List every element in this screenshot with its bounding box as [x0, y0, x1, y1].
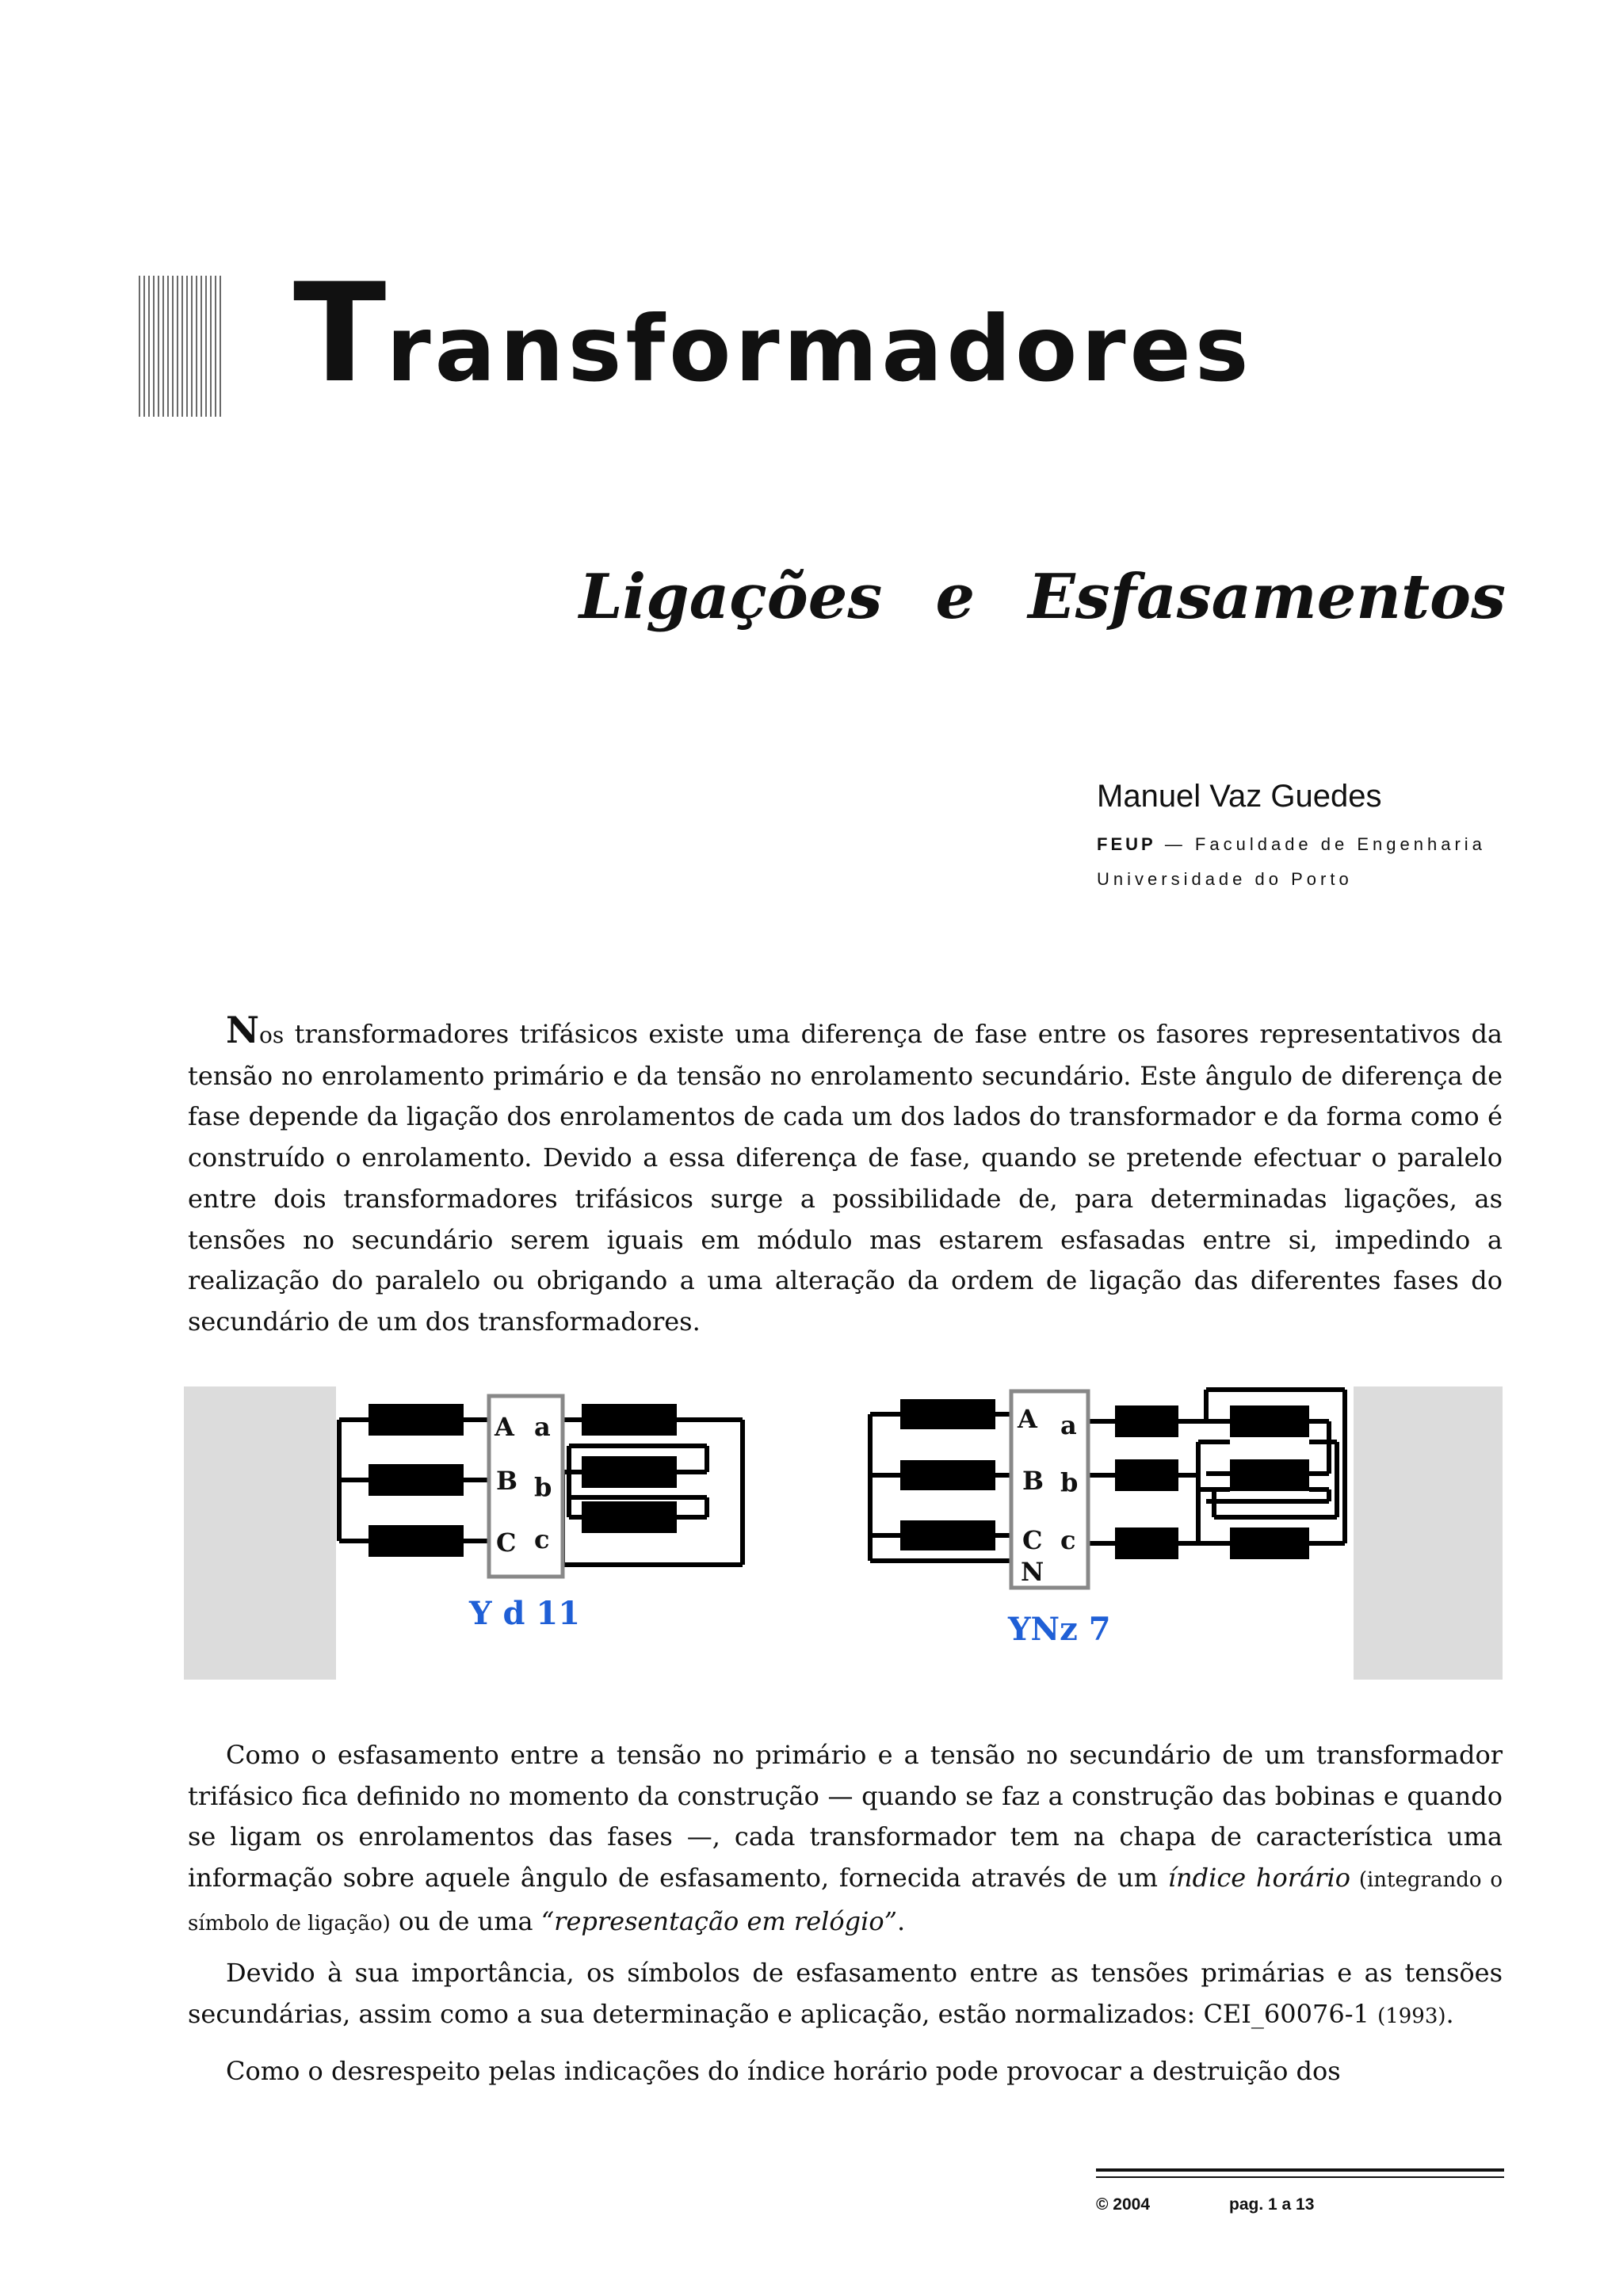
winding	[369, 1404, 464, 1436]
emphasis-indice-horario: índice horário	[1167, 1863, 1350, 1894]
faculty-name: — Faculdade de Engenharia	[1164, 834, 1486, 854]
winding	[369, 1464, 464, 1496]
yd11-terminal-c: c	[534, 1524, 550, 1554]
footer-rule-thin	[1096, 2176, 1504, 2178]
text-run-small: (1993)	[1377, 2004, 1446, 2028]
text-run: .	[896, 1905, 906, 1936]
ynz7-terminal-B: B	[1022, 1466, 1044, 1496]
text-run-small: (integrando o símbolo de ligação)	[188, 1868, 1503, 1936]
ynz7-terminal-c: c	[1060, 1525, 1076, 1555]
footer-text	[1096, 2195, 1504, 2214]
yd11-terminal-b: b	[534, 1472, 552, 1502]
right-gray-panel	[1354, 1386, 1503, 1680]
winding	[1115, 1459, 1178, 1491]
footer-rule	[1096, 2168, 1504, 2172]
winding	[900, 1520, 995, 1550]
ynz7-terminal-N: N	[1021, 1557, 1044, 1587]
winding	[1230, 1527, 1309, 1559]
text-run: ou de uma	[390, 1905, 541, 1936]
author-block	[1097, 780, 1486, 905]
paragraph-4: Como o desrespeito pelas indicações do índice horário pode provocar a destruição dos	[226, 2056, 1341, 2087]
subtitle: Ligações e Esfasamentos	[579, 561, 1506, 633]
page-number: pag. 1 a 13	[1229, 2195, 1315, 2214]
winding	[1115, 1527, 1178, 1559]
paragraph-3	[188, 1953, 1503, 2037]
yd11-terminal-B: B	[496, 1466, 518, 1496]
winding	[900, 1399, 995, 1429]
winding	[582, 1456, 677, 1488]
emphasis-representacao: “representação em relógio”	[540, 1905, 897, 1936]
paragraph-2	[188, 1735, 1503, 1945]
paragraph-3-group	[188, 1953, 1503, 2107]
author-affiliation	[1097, 834, 1486, 855]
intro-text: transformadores trifásicos existe uma diferença de fase entre os fasores representativos da tensão no enrolamento primário e da tensão no enrolamento secundário. Este ângulo de diferença de fase depende da ligação dos enrolamentos de cada um dos lados do transformador e da forma como é construído o enrolamento. Devido a essa diferença de fase, quando se pretende efectuar o paralelo entre dois transformadores trifásicos surge a possibilidade de, para determinadas ligações, as tensões no secundário serem iguais em módulo mas estarem esfasadas entre si, impedindo a realização do paralelo ou obrigando a uma alteração da ordem de ligação das diferentes fases do secundário de um dos transformadores.	[188, 1019, 1503, 1337]
winding	[1230, 1459, 1309, 1491]
text-run: .	[1445, 1998, 1454, 2029]
winding	[900, 1460, 995, 1490]
winding	[582, 1501, 677, 1533]
left-gray-panel	[184, 1386, 336, 1680]
yd11-terminal-a: a	[534, 1412, 551, 1442]
text-run: Como o esfasamento entre a tensão no primário e a tensão no secundário de um transformador trifásico fica definido no momento da construção — quando se faz a construção das bobinas e quando se ligam os enrolamentos das fases —, cada transformador tem na chapa de característica uma informação sobre aquele ângulo de esfasamento, fornecida através de um	[188, 1740, 1503, 1894]
text-run: Devido à sua importância, os símbolos de esfasamento entre as tensões primárias e as tensões secundárias, assim como a sua determinação e aplicação, estão normalizados: CEI_60076-1	[188, 1958, 1503, 2029]
ynz7-terminal-C: C	[1022, 1525, 1043, 1555]
ynz7-terminal-b: b	[1060, 1467, 1079, 1497]
ynz7-terminal-a: a	[1060, 1410, 1077, 1440]
author-name: Manuel Vaz Guedes	[1097, 779, 1382, 814]
page-title	[293, 254, 1253, 413]
paragraph-2-text	[188, 1735, 1503, 1945]
ynz7-caption: YNz 7	[1008, 1611, 1111, 1648]
winding	[369, 1525, 464, 1557]
title-rest: ransformadores	[386, 296, 1253, 402]
title-first-letter: T	[293, 254, 387, 413]
yd11-caption: Y d 11	[469, 1595, 581, 1632]
connection-diagrams	[184, 1386, 1503, 1680]
winding	[1230, 1405, 1309, 1437]
winding	[582, 1404, 677, 1436]
yd11-terminal-C: C	[496, 1527, 517, 1558]
dropcap: N	[226, 1009, 260, 1051]
copyright: © 2004	[1096, 2195, 1151, 2214]
dropcap-rest: os	[259, 1022, 285, 1048]
ynz7-terminal-A: A	[1018, 1404, 1037, 1434]
decorative-bars	[138, 276, 223, 417]
winding	[1115, 1405, 1178, 1437]
faculty-abbr: FEUP	[1097, 834, 1156, 854]
university-name: Universidade do Porto	[1097, 869, 1353, 890]
intro-paragraph	[188, 1010, 1503, 1343]
page-footer	[1096, 2168, 1504, 2214]
yd11-terminal-A: A	[495, 1412, 514, 1442]
connection-diagrams-figure	[184, 1386, 1503, 1680]
